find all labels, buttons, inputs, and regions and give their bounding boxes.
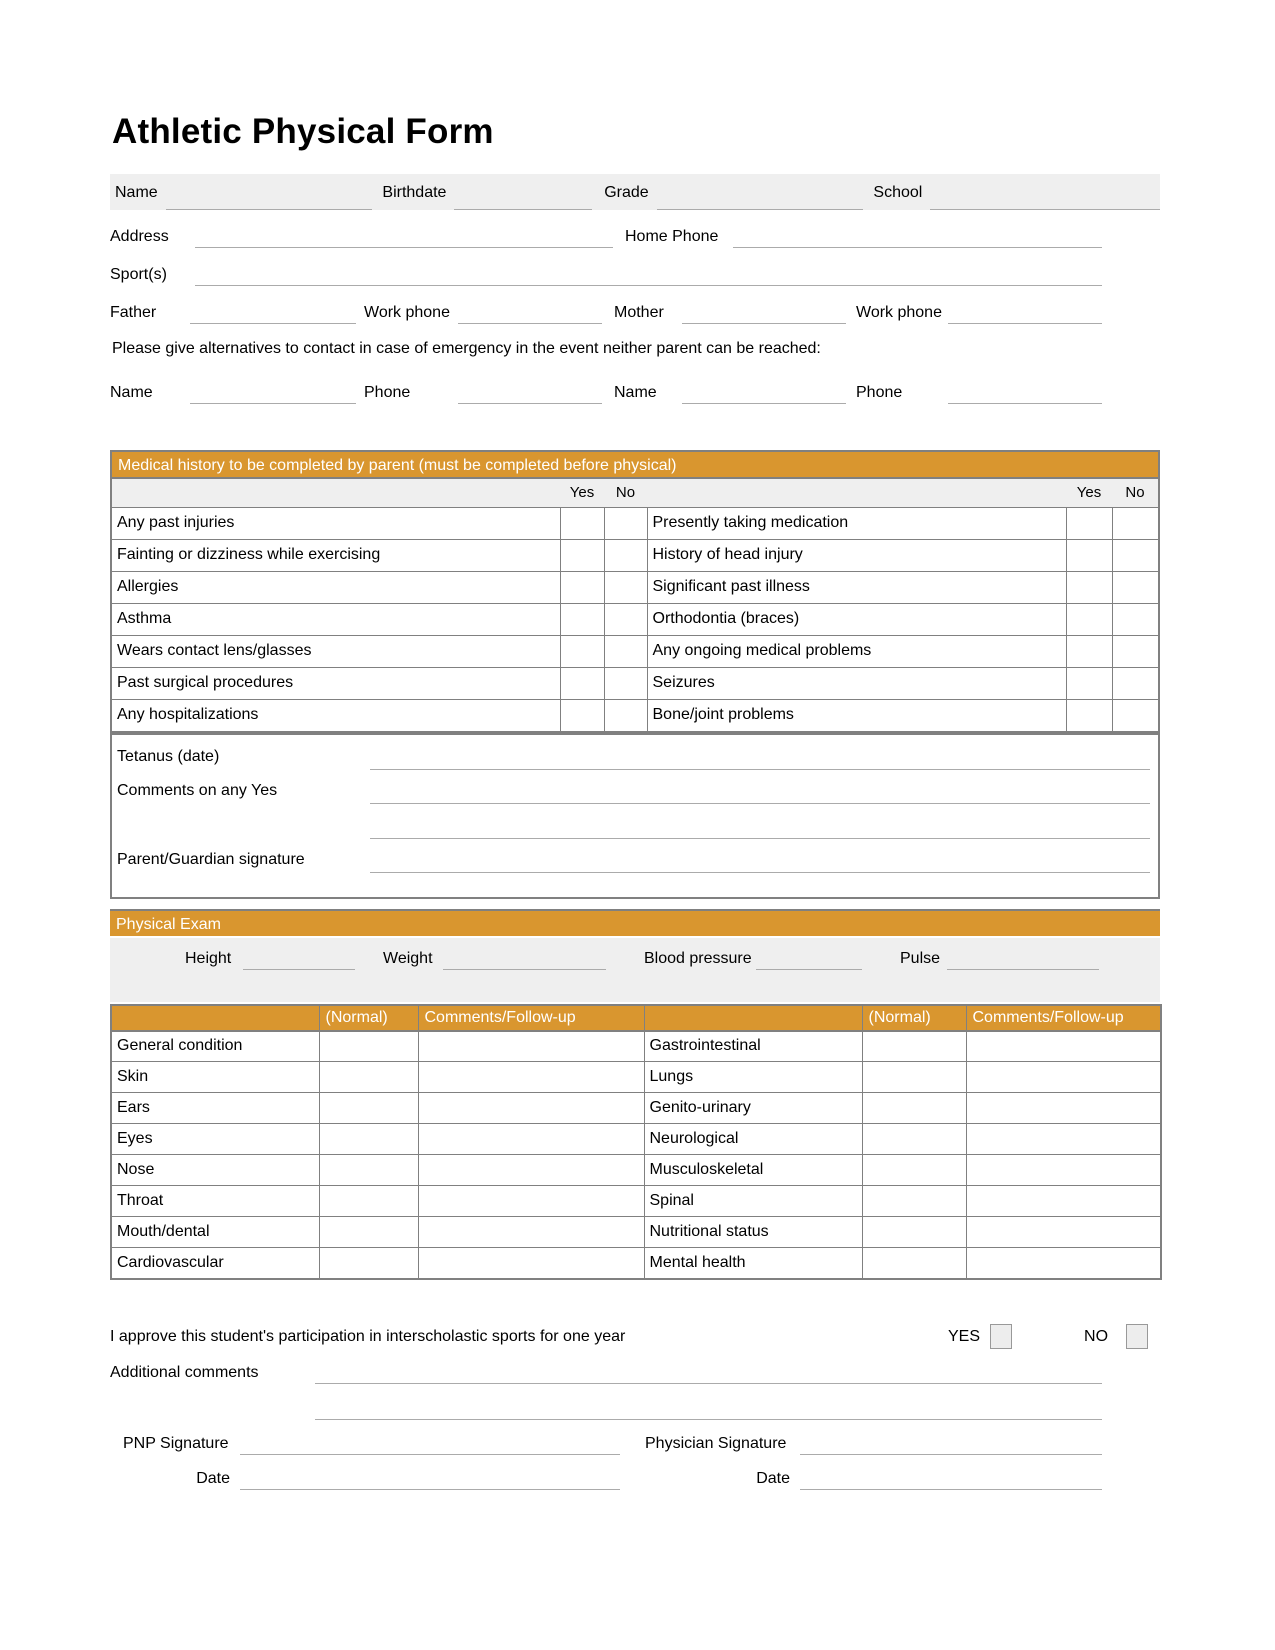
yes-cell[interactable] — [560, 571, 604, 603]
approval-statement: I approve this student's participation in interscholastic sports for one year — [110, 1327, 626, 1345]
birthdate-input[interactable] — [454, 180, 592, 210]
question-label: Fainting or dizziness while exercising — [112, 539, 560, 571]
exam-item-label: General condition — [111, 1031, 319, 1062]
question-label: Presently taking medication — [647, 507, 1066, 539]
comments-cell[interactable] — [418, 1031, 644, 1062]
exam-item-label: Mouth/dental — [111, 1217, 319, 1248]
comments-cell[interactable] — [966, 1217, 1161, 1248]
yes-cell[interactable] — [560, 699, 604, 731]
school-label: School — [873, 184, 923, 201]
question-label: Significant past illness — [647, 571, 1066, 603]
tetanus-row — [117, 738, 1150, 770]
exam-row — [111, 1031, 1161, 1062]
normal-cell[interactable] — [862, 1248, 966, 1279]
mother-work-phone-input[interactable] — [948, 300, 1102, 324]
normal-cell[interactable] — [319, 1248, 418, 1279]
exam-row — [111, 1062, 1161, 1093]
normal-cell[interactable] — [319, 1124, 418, 1155]
emergency-name1-label: Name — [110, 384, 153, 401]
exam-item-label: Neurological — [644, 1124, 862, 1155]
question-label: Any ongoing medical problems — [647, 635, 1066, 667]
yes-cell[interactable] — [1066, 699, 1112, 731]
no-column-header: No — [1112, 479, 1158, 507]
exam-row — [111, 1093, 1161, 1124]
no-cell[interactable] — [1112, 603, 1158, 635]
name-label: Name — [115, 184, 158, 201]
normal-cell[interactable] — [319, 1155, 418, 1186]
emergency-contacts-row — [110, 374, 1160, 404]
question-label: Orthodontia (braces) — [647, 603, 1066, 635]
parent-guardian-signature-input[interactable] — [370, 849, 1150, 873]
parent-guardian-signature-label: Parent/Guardian signature — [117, 850, 305, 868]
parents-row — [110, 294, 1160, 324]
question-label: Any hospitalizations — [112, 699, 560, 731]
physician-signature-label: Physician Signature — [645, 1434, 787, 1452]
normal-cell[interactable] — [319, 1093, 418, 1124]
emergency-name2-label: Name — [614, 384, 657, 401]
no-cell[interactable] — [604, 539, 647, 571]
physical-exam-table — [110, 1004, 1162, 1280]
question-label: History of head injury — [647, 539, 1066, 571]
normal-column-header: (Normal) — [319, 1005, 418, 1031]
page-title: Athletic Physical Form — [112, 112, 494, 151]
vitals-band — [110, 938, 1160, 1002]
comments-cell[interactable] — [966, 1186, 1161, 1217]
physician-date-label: Date — [756, 1469, 790, 1487]
pnp-date-label: Date — [196, 1469, 230, 1487]
exam-row — [111, 1186, 1161, 1217]
comments-cell[interactable] — [966, 1062, 1161, 1093]
yes-cell[interactable] — [560, 507, 604, 539]
exam-item-label: Cardiovascular — [111, 1248, 319, 1279]
no-cell[interactable] — [604, 603, 647, 635]
yes-cell[interactable] — [560, 635, 604, 667]
exam-item-label: Genito-urinary — [644, 1093, 862, 1124]
father-work-phone-input[interactable] — [458, 300, 602, 324]
yes-column-header: Yes — [1066, 479, 1112, 507]
father-work-phone-label: Work phone — [364, 304, 450, 321]
exam-item-label: Ears — [111, 1093, 319, 1124]
exam-row — [111, 1248, 1161, 1279]
question-label: Asthma — [112, 603, 560, 635]
additional-comments-input-line1[interactable] — [315, 1362, 1102, 1384]
comments-cell[interactable] — [966, 1155, 1161, 1186]
mother-work-phone-label: Work phone — [856, 304, 942, 321]
pulse-label: Pulse — [900, 949, 941, 967]
comments-on-yes-label: Comments on any Yes — [117, 781, 278, 799]
additional-comments-row — [110, 1358, 1160, 1384]
no-checkbox[interactable] — [1126, 1324, 1148, 1349]
blood-pressure-input[interactable] — [756, 948, 862, 970]
mother-input[interactable] — [682, 300, 846, 324]
yes-no-header-row — [112, 479, 1158, 507]
yes-checkbox[interactable] — [990, 1324, 1012, 1349]
comments-cell[interactable] — [418, 1186, 644, 1217]
no-cell[interactable] — [1112, 571, 1158, 603]
exam-item-label: Skin — [111, 1062, 319, 1093]
question-row — [112, 667, 1158, 699]
name-input[interactable] — [166, 180, 373, 210]
no-cell[interactable] — [604, 507, 647, 539]
yes-cell[interactable] — [560, 667, 604, 699]
yes-label: YES — [948, 1327, 981, 1345]
exam-item-label: Gastrointestinal — [644, 1031, 862, 1062]
no-cell[interactable] — [1112, 667, 1158, 699]
normal-cell[interactable] — [319, 1031, 418, 1062]
question-label: Allergies — [112, 571, 560, 603]
father-input[interactable] — [190, 300, 356, 324]
dates-row — [110, 1461, 1160, 1490]
mother-label: Mother — [614, 304, 664, 321]
address-row — [110, 218, 1160, 248]
question-label: Past surgical procedures — [112, 667, 560, 699]
normal-cell[interactable] — [862, 1186, 966, 1217]
yes-cell[interactable] — [1066, 507, 1112, 539]
no-cell[interactable] — [604, 571, 647, 603]
tetanus-date-input[interactable] — [370, 746, 1150, 770]
weight-label: Weight — [383, 949, 433, 967]
no-cell[interactable] — [604, 667, 647, 699]
exam-item-label: Throat — [111, 1186, 319, 1217]
yes-cell[interactable] — [560, 603, 604, 635]
question-row — [112, 699, 1158, 731]
height-input[interactable] — [243, 948, 355, 970]
question-row — [112, 507, 1158, 539]
yes-cell[interactable] — [1066, 635, 1112, 667]
medical-history-section — [110, 450, 1160, 899]
no-column-header: No — [604, 479, 647, 507]
emergency-contact-note: Please give alternatives to contact in case of emergency in the event neither parent can be reached: — [112, 340, 821, 357]
sports-row — [110, 256, 1160, 286]
yes-cell[interactable] — [1066, 571, 1112, 603]
comments-cell[interactable] — [418, 1217, 644, 1248]
question-label: Seizures — [647, 667, 1066, 699]
comments-cell[interactable] — [418, 1248, 644, 1279]
medical-history-table — [112, 479, 1158, 732]
question-row — [112, 539, 1158, 571]
no-label: NO — [1084, 1327, 1109, 1345]
exam-table-header-row — [111, 1005, 1161, 1031]
question-label: Wears contact lens/glasses — [112, 635, 560, 667]
exam-item-label: Eyes — [111, 1124, 319, 1155]
emergency-phone1-input[interactable] — [458, 380, 602, 404]
emergency-name1-input[interactable] — [190, 380, 356, 404]
comments-row — [117, 770, 1150, 804]
physical-exam-header: Physical Exam — [110, 909, 1160, 936]
physician-date-input[interactable] — [800, 1466, 1102, 1490]
yes-column-header: Yes — [560, 479, 604, 507]
sports-input[interactable] — [195, 262, 1102, 286]
signatures-row — [110, 1426, 1160, 1455]
no-cell[interactable] — [1112, 635, 1158, 667]
question-row — [112, 571, 1158, 603]
comments-cell[interactable] — [966, 1124, 1161, 1155]
address-label: Address — [110, 228, 169, 245]
no-cell[interactable] — [1112, 699, 1158, 731]
comments-cell[interactable] — [418, 1062, 644, 1093]
comments-cell[interactable] — [966, 1031, 1161, 1062]
normal-cell[interactable] — [319, 1217, 418, 1248]
grade-input[interactable] — [657, 180, 864, 210]
followup-column-header: Comments/Follow-up — [418, 1005, 644, 1031]
exam-item-label: Musculoskeletal — [644, 1155, 862, 1186]
yes-cell[interactable] — [1066, 667, 1112, 699]
normal-cell[interactable] — [319, 1186, 418, 1217]
additional-comments-blank-row — [110, 1394, 1160, 1420]
exam-row — [111, 1217, 1161, 1248]
exam-row — [111, 1155, 1161, 1186]
birthdate-label: Birthdate — [382, 184, 447, 201]
exam-item-label: Spinal — [644, 1186, 862, 1217]
comments-cell[interactable] — [966, 1093, 1161, 1124]
comments-input-line2[interactable] — [370, 815, 1150, 839]
physician-signature-input[interactable] — [800, 1431, 1102, 1455]
comments-input-line1[interactable] — [370, 780, 1150, 804]
emergency-phone2-input[interactable] — [948, 380, 1102, 404]
comments-blank-row — [117, 804, 1150, 839]
normal-cell[interactable] — [862, 1124, 966, 1155]
normal-cell[interactable] — [862, 1031, 966, 1062]
exam-item-label: Lungs — [644, 1062, 862, 1093]
height-label: Height — [185, 949, 232, 967]
comments-cell[interactable] — [418, 1093, 644, 1124]
normal-cell[interactable] — [319, 1062, 418, 1093]
yes-cell[interactable] — [1066, 603, 1112, 635]
emergency-phone1-label: Phone — [364, 384, 411, 401]
tetanus-label: Tetanus (date) — [117, 747, 220, 765]
approval-row — [110, 1324, 1160, 1350]
no-cell[interactable] — [1112, 539, 1158, 571]
yes-cell[interactable] — [560, 539, 604, 571]
comments-cell[interactable] — [418, 1124, 644, 1155]
yes-cell[interactable] — [1066, 539, 1112, 571]
additional-comments-input-line2[interactable] — [315, 1398, 1102, 1420]
question-row — [112, 603, 1158, 635]
pnp-signature-input[interactable] — [240, 1431, 620, 1455]
pnp-signature-label: PNP Signature — [123, 1434, 229, 1452]
followup-column-header: Comments/Follow-up — [966, 1005, 1161, 1031]
exam-item-label: Mental health — [644, 1248, 862, 1279]
exam-item-label: Nose — [111, 1155, 319, 1186]
no-cell[interactable] — [1112, 507, 1158, 539]
normal-column-header: (Normal) — [862, 1005, 966, 1031]
question-label: Any past injuries — [112, 507, 560, 539]
no-cell[interactable] — [604, 699, 647, 731]
medical-history-header: Medical history to be completed by parent (must be completed before physical) — [112, 452, 1158, 479]
additional-comments-label: Additional comments — [110, 1363, 259, 1381]
sports-label: Sport(s) — [110, 266, 167, 283]
address-input[interactable] — [195, 224, 613, 248]
student-info-row — [110, 174, 1160, 210]
blood-pressure-label: Blood pressure — [644, 949, 752, 967]
home-phone-label: Home Phone — [625, 228, 719, 245]
normal-cell[interactable] — [862, 1155, 966, 1186]
normal-cell[interactable] — [862, 1062, 966, 1093]
comments-cell[interactable] — [418, 1155, 644, 1186]
exam-row — [111, 1124, 1161, 1155]
weight-input[interactable] — [443, 948, 606, 970]
pnp-date-input[interactable] — [240, 1466, 620, 1490]
emergency-phone2-label: Phone — [856, 384, 903, 401]
pulse-input[interactable] — [947, 948, 1099, 970]
home-phone-input[interactable] — [733, 224, 1102, 248]
normal-cell[interactable] — [862, 1217, 966, 1248]
question-row — [112, 635, 1158, 667]
emergency-name2-input[interactable] — [682, 380, 846, 404]
parent-signature-row — [117, 839, 1150, 873]
medical-history-comments-subsection — [112, 732, 1158, 897]
grade-label: Grade — [604, 184, 649, 201]
comments-cell[interactable] — [966, 1248, 1161, 1279]
school-input[interactable] — [930, 180, 1160, 210]
father-label: Father — [110, 304, 157, 321]
normal-cell[interactable] — [862, 1093, 966, 1124]
no-cell[interactable] — [604, 635, 647, 667]
exam-item-label: Nutritional status — [644, 1217, 862, 1248]
question-label: Bone/joint problems — [647, 699, 1066, 731]
